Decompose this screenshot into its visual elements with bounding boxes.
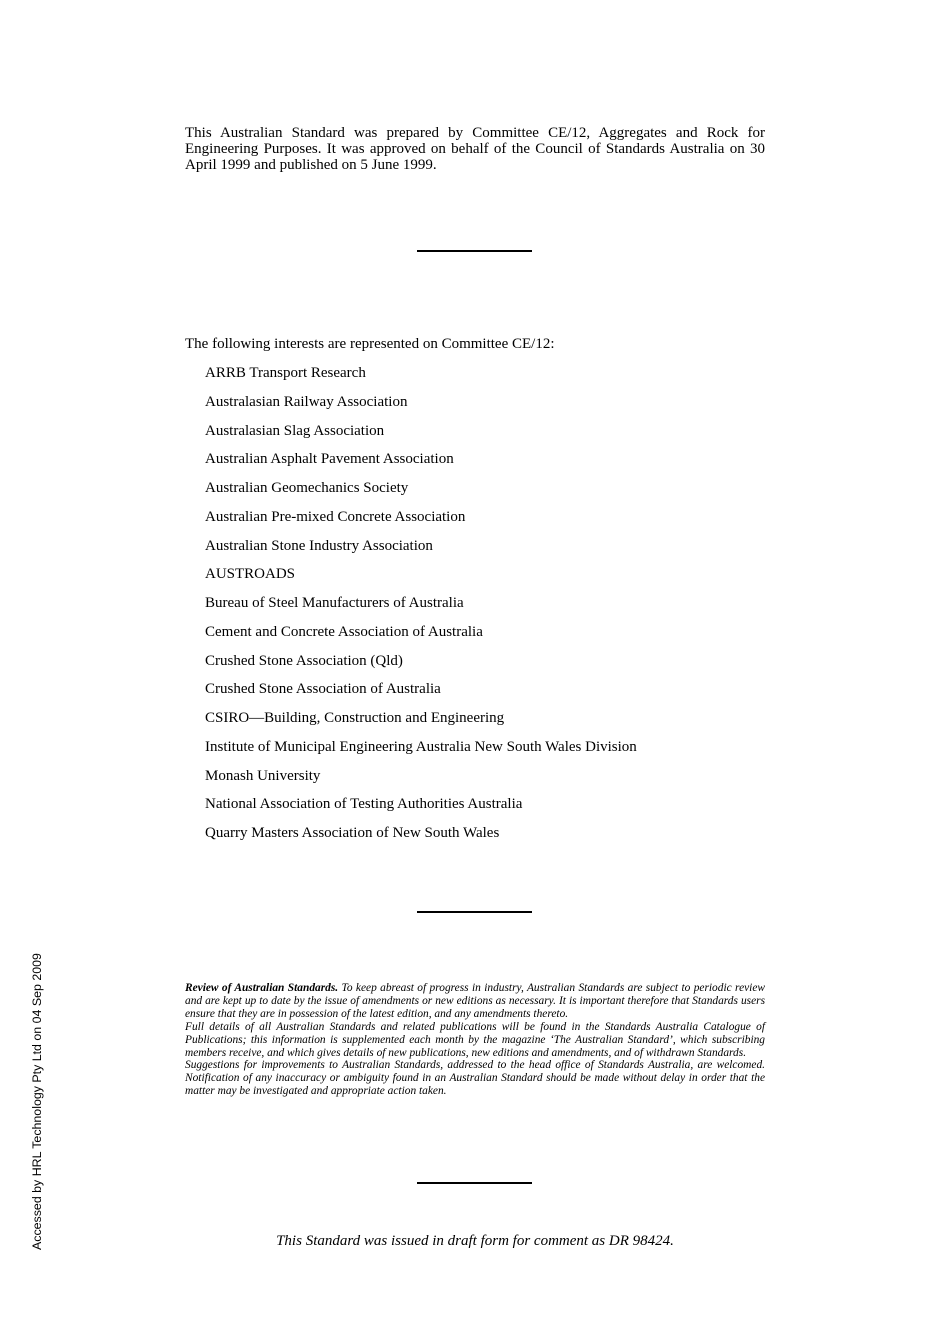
draft-note: This Standard was issued in draft form for comment as DR 98424. bbox=[276, 1233, 674, 1249]
approval-statement: This Australian Standard was prepared by Committee CE/12, Aggregates and Rock for Engineering Purposes. It was approved on behalf of the Council of Standards Australia on 30 April 1999 and published on 5 June 1999. bbox=[185, 125, 765, 173]
committee-member: Bureau of Steel Manufacturers of Australia bbox=[205, 595, 464, 611]
section-divider bbox=[417, 250, 532, 252]
committee-member: Australian Geomechanics Society bbox=[205, 480, 409, 496]
committee-member: Australasian Railway Association bbox=[205, 393, 408, 410]
access-stamp: Accessed by HRL Technology Pty Ltd on 04 Sep 2009 bbox=[30, 953, 44, 1250]
committee-heading: The following interests are represented on Committee CE/12: bbox=[185, 336, 555, 352]
review-notice bbox=[185, 982, 765, 1098]
committee-member: Cement and Concrete Association of Australia bbox=[205, 623, 483, 640]
committee-member: AUSTROADS bbox=[205, 566, 296, 583]
review-paragraph-3: Suggestions for improvements to Australian Standards, addressed to the head office of Standards Australia, are welcomed. Notification of any inaccuracy or ambiguity found in an Australian Standard should be made without delay in order that the matter may be investigated and appropriate action taken. bbox=[185, 1059, 765, 1098]
committee-member: Monash University bbox=[205, 767, 321, 784]
committee-member-list bbox=[205, 364, 637, 853]
section-divider bbox=[417, 1182, 532, 1184]
committee-member: Australian Asphalt Pavement Association bbox=[205, 451, 454, 468]
section-divider bbox=[417, 911, 532, 913]
committee-member: Quarry Masters Association of New South Wales bbox=[205, 825, 500, 841]
review-title: Review of Australian Standards. bbox=[185, 982, 339, 994]
committee-member: Australian Pre-mixed Concrete Association bbox=[205, 508, 466, 525]
committee-member: ARRB Transport Research bbox=[205, 365, 366, 381]
committee-member: CSIRO—Building, Construction and Engineering bbox=[205, 710, 505, 726]
committee-member: Crushed Stone Association of Australia bbox=[205, 681, 441, 698]
committee-member: Crushed Stone Association (Qld) bbox=[205, 652, 403, 669]
committee-member: Australian Stone Industry Association bbox=[205, 537, 433, 554]
committee-member: National Association of Testing Authorities Australia bbox=[205, 796, 523, 813]
committee-member: Australasian Slag Association bbox=[205, 422, 385, 439]
review-paragraph-1: Review of Australian Standards. To keep abreast of progress in industry, Australian Standards are subject to periodic review and are kept up to date by the issue of amendments or new editions as necessary. It is important therefore that Standards users ensure that they are in possession of the latest edition, and any amendments thereto. bbox=[185, 982, 766, 1020]
committee-member: Institute of Municipal Engineering Australia New South Wales Division bbox=[205, 738, 637, 755]
review-paragraph-2: Full details of all Australian Standards and related publications will be found in the Standards Australia Catalogue of Publications; this information is supplemented each month by the magazine ‘The Australian Standard’, which subscribing members receive, and which gives details of new publications, new editions and amendments, and of withdrawn Standards. bbox=[185, 1020, 765, 1059]
